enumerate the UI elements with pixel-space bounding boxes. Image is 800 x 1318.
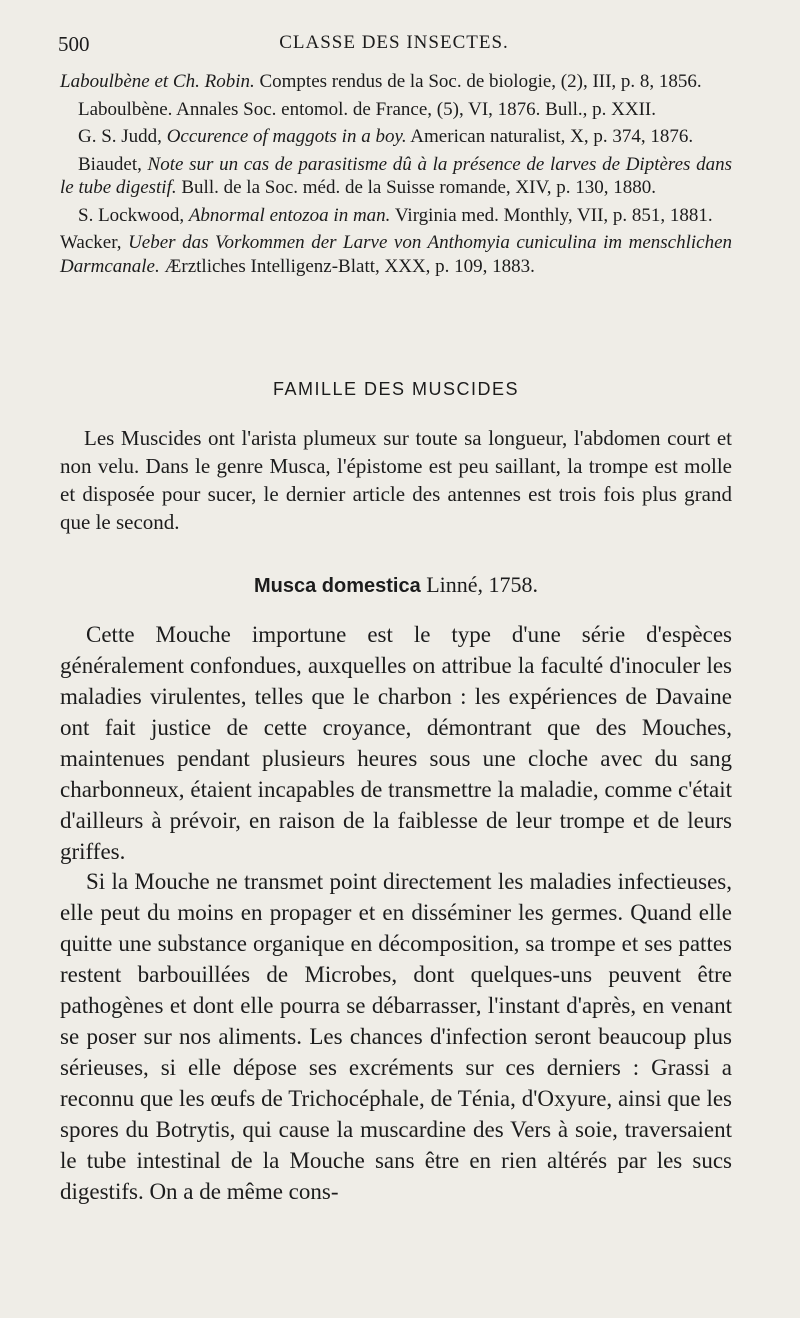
page-header xyxy=(58,32,730,62)
reference-source: Comptes rendus de la Soc. de biologie, (2), III, p. 8, 1856. xyxy=(254,71,702,92)
reference-source: American naturalist, X, p. 374, 1876. xyxy=(406,126,694,147)
reference-item xyxy=(60,153,732,200)
reference-authors: G. S. Judd, xyxy=(78,126,167,147)
reference-source: Ærztliches Intelligenz-Blatt, XXX, p. 109, 1883. xyxy=(159,255,535,277)
reference-authors: Wacker, xyxy=(60,232,129,253)
reference-item xyxy=(60,125,732,149)
species-name: Musca domestica xyxy=(253,575,421,597)
section-title: FAMILLE DES MUSCIDES xyxy=(272,379,520,399)
reference-title: Ueber das Vorkommen der Larve von Anthomyia cuniculina im menschlichen Darmcanale. xyxy=(60,232,733,277)
species-authority: Linné, 1758. xyxy=(420,572,539,597)
reference-authors: Biaudet, xyxy=(78,153,148,175)
reference-item xyxy=(60,204,732,228)
body-paragraph: Cette Mouche importune est le type d'une série d'espèces généralement confondues, auxquelles on attribue la faculté d'inoculer les maladies virulentes, telles que le charbon : les expériences de Davaine ont fait justice de cette croyance, démontrant que des Mouches, maintenues pendant plusieurs heures sous une cloche avec du sang charbonneux, étaient incapables de transmettre la maladie, comme c'était d'ailleurs à prévoir, en raison de la faiblesse de leur trompe et de leurs griffes. xyxy=(60,622,732,864)
reference-authors: Laboulbène et Ch. Robin. xyxy=(60,71,255,92)
running-title: CLASSE DES INSECTES. xyxy=(279,32,509,53)
reference-title: Occurence of maggots in a boy. xyxy=(166,126,407,147)
body-paragraph: Si la Mouche ne transmet point directement les maladies infectieuses, elle peut du moins en propager et en disséminer les germes. Quand elle quitte une substance organique en décomposition, sa trompe et ses pattes restent barbouillées de Microbes, dont quelques-uns peuvent être pathogènes et dont elle pourra se débarrasser, l'instant d'après, en venant se poser sur nos aliments. Les chances d'infection seront beaucoup plus sérieuses, si elle dépose ses excréments sur ces derniers : Grassi a reconnu que les œufs de Trichocéphale, de Ténia, d'Oxyure, ainsi que les spores du Botrytis, qui cause la muscardine des Vers à soie, traversaient le tube intestinal de la Mouche sans être en rien altérés par les sucs digestifs. On a de même cons- xyxy=(60,869,732,1204)
bibliography xyxy=(60,70,732,282)
reference-source: Annales Soc. entomol. de France, (5), VI, 1876. Bull., p. XXII. xyxy=(172,98,656,120)
reference-title: Note sur un cas de parasitisme dû à la présence de larves de Diptères dans le tube digestif. xyxy=(60,153,732,198)
reference-authors: Laboulbène. xyxy=(78,98,173,120)
reference-authors: S. Lockwood, xyxy=(78,204,189,226)
reference-item xyxy=(60,70,732,94)
reference-title: Abnormal entozoa in man. xyxy=(188,204,391,226)
reference-item xyxy=(60,231,732,278)
reference-source: Virginia med. Monthly, VII, p. 851, 1881. xyxy=(390,204,713,226)
species-heading xyxy=(60,572,732,598)
reference-source: Bull. de la Soc. méd. de la Suisse romande, XIV, p. 130, 1880. xyxy=(176,177,656,198)
reference-item xyxy=(60,98,732,122)
intro-paragraph: Les Muscides ont l'arista plumeux sur toute sa longueur, l'abdomen court et non velu. Dans le genre Musca, l'épistome est peu saillant, la trompe est molle et disposée pour sucer, le dernier article des antennes est trois fois plus grand que le second. xyxy=(60,426,732,534)
page-number: 500 xyxy=(58,32,90,56)
